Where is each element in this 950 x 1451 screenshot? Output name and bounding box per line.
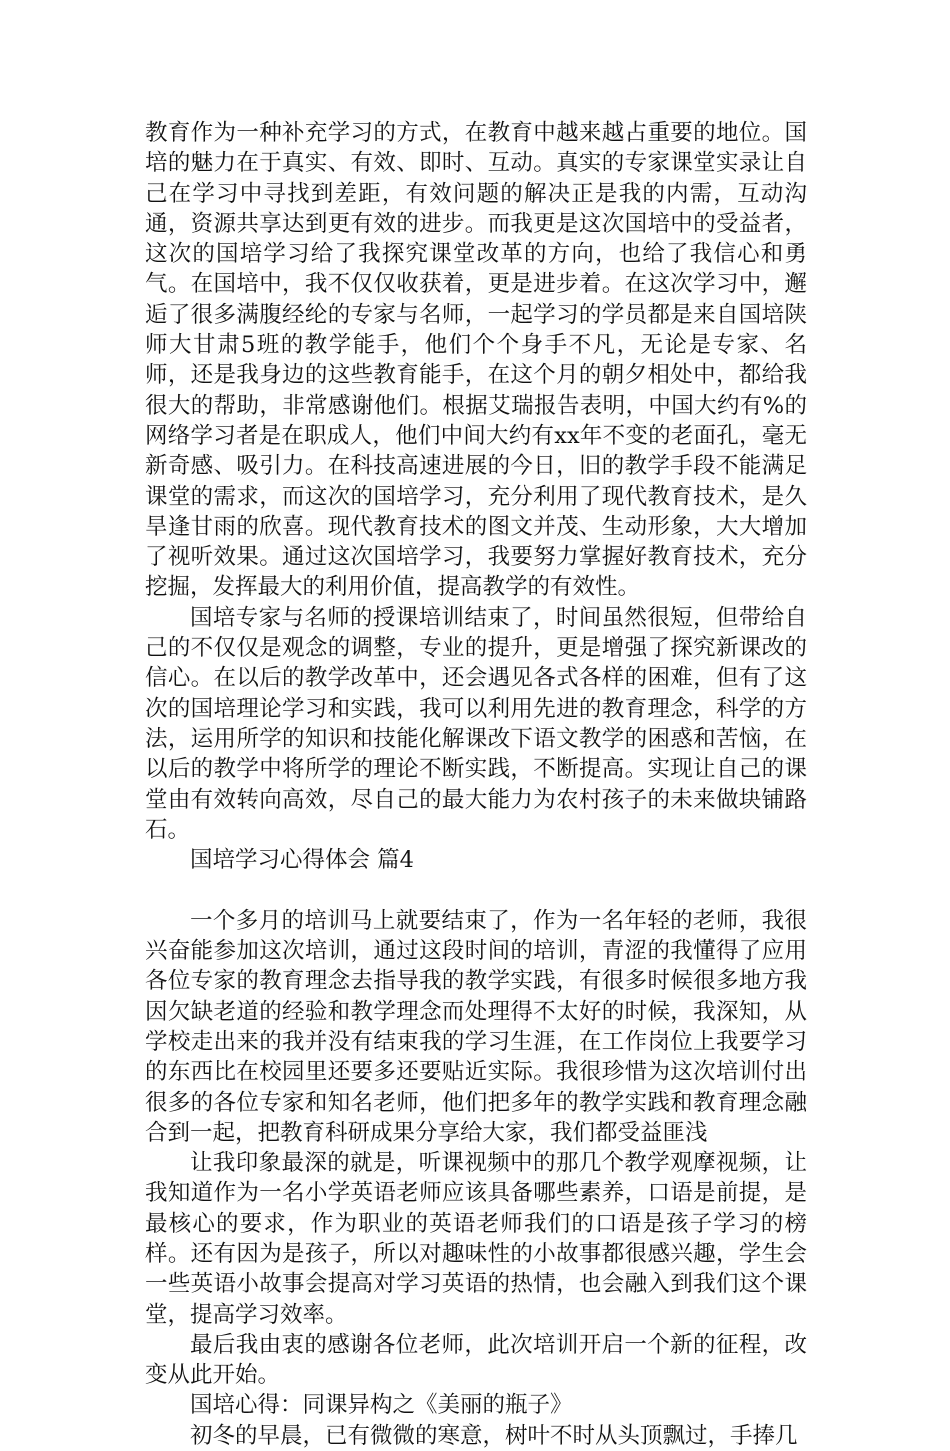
paragraph-thanks: 最后我由衷的感谢各位老师，此次培训开启一个新的征程，改变从此开始。 [145, 1331, 807, 1389]
section-heading-part-4: 国培学习心得体会 篇4 [190, 847, 414, 874]
document-page [145, 118, 807, 1451]
paragraph-deepest-impression: 让我印象最深的就是，听课视频中的那几个教学观摩视频，让我知道作为一名小学英语老师应该具备哪些素养，口语是前提，是最核心的要求，作为职业的英语老师我们的口语是孩子学习的榜样。还有因为是孩子，所以对趣味性的小故事都很感兴趣，学生会一些英语小故事会提高对学习英语的热情，也会融入到我们这个课堂，提高学习效率。 [145, 1150, 807, 1328]
paragraph-guopei-charm: 教育作为一种补充学习的方式，在教育中越来越占重要的地位。国培的魅力在于真实、有效、即时、互动。真实的专家课堂实录让自己在学习中寻找到差距，有效问题的解决正是我的内需，互动沟通，资源共享达到更有效的进步。而我更是这次国培中的受益者，这次的国培学习给了我探究课堂改革的方向，也给了我信心和勇气。在国培中，我不仅仅收获着，更是进步着。在这次学习中，邂逅了很多满腹经纶的专家与名师，一起学习的学员都是来自国培陕师大甘肃5班的教学能手，他们个个身手不凡，无论是专家、名师，还是我身边的这些教育能手，在这个月的朝夕相处中，都给我很大的帮助，非常感谢他们。根据艾瑞报告表明，中国大约有%的网络学习者是在职成人，他们中间大约有xx年不变的老面孔，毫无新奇感、吸引力。在科技高速进展的今日，旧的教学手段不能满足课堂的需求，而这次的国培学习，充分利用了现代教育技术，是久旱逢甘雨的欣喜。现代教育技术的图文并茂、生动形象，大大增加了视听效果。通过这次国培学习，我要努力掌握好教育技术，充分挖掘，发挥最大的利用价值，提高教学的有效性。 [145, 120, 807, 601]
paragraph-early-winter: 初冬的早晨，已有微微的寒意，树叶不时从头顶飘过，手捧几 [190, 1422, 798, 1449]
paragraph-young-teacher: 一个多月的培训马上就要结束了，作为一名年轻的老师，我很兴奋能参加这次培训，通过这段时间的培训，青涩的我懂得了应用各位专家的教育理念去指导我的教学实践，有很多时候很多地方我因欠缺老道的经验和教学理念而处理得不太好的时候，我深知，从学校走出来的我并没有结束我的学习生涯，在工作岗位上我要学习的东西比在校园里还要多还要贴近实际。我很珍惜为这次培训付出很多的各位专家和知名老师，他们把多年的教学实践和教育理念融合到一起，把教育科研成果分享给大家，我们都受益匪浅 [145, 907, 807, 1146]
paragraph-training-end: 国培专家与名师的授课培训结束了，时间虽然很短，但带给自己的不仅仅是观念的调整，专业的提升，更是增强了探究新课改的信心。在以后的教学改革中，还会遇见各式各样的困难，但有了这次的国培理论学习和实践，我可以利用先进的教育理念，科学的方法，运用所学的知识和技能化解课改下语文教学的困惑和苦恼，在以后的教学中将所学的理论不断实践，不断提高。实现让自己的课堂由有效转向高效，尽自己的最大能力为农村孩子的未来做块铺路石。 [145, 604, 807, 843]
blank-line [145, 875, 807, 905]
section-heading-beautiful-bottle: 国培心得：同课异构之《美丽的瓶子》 [190, 1392, 573, 1419]
